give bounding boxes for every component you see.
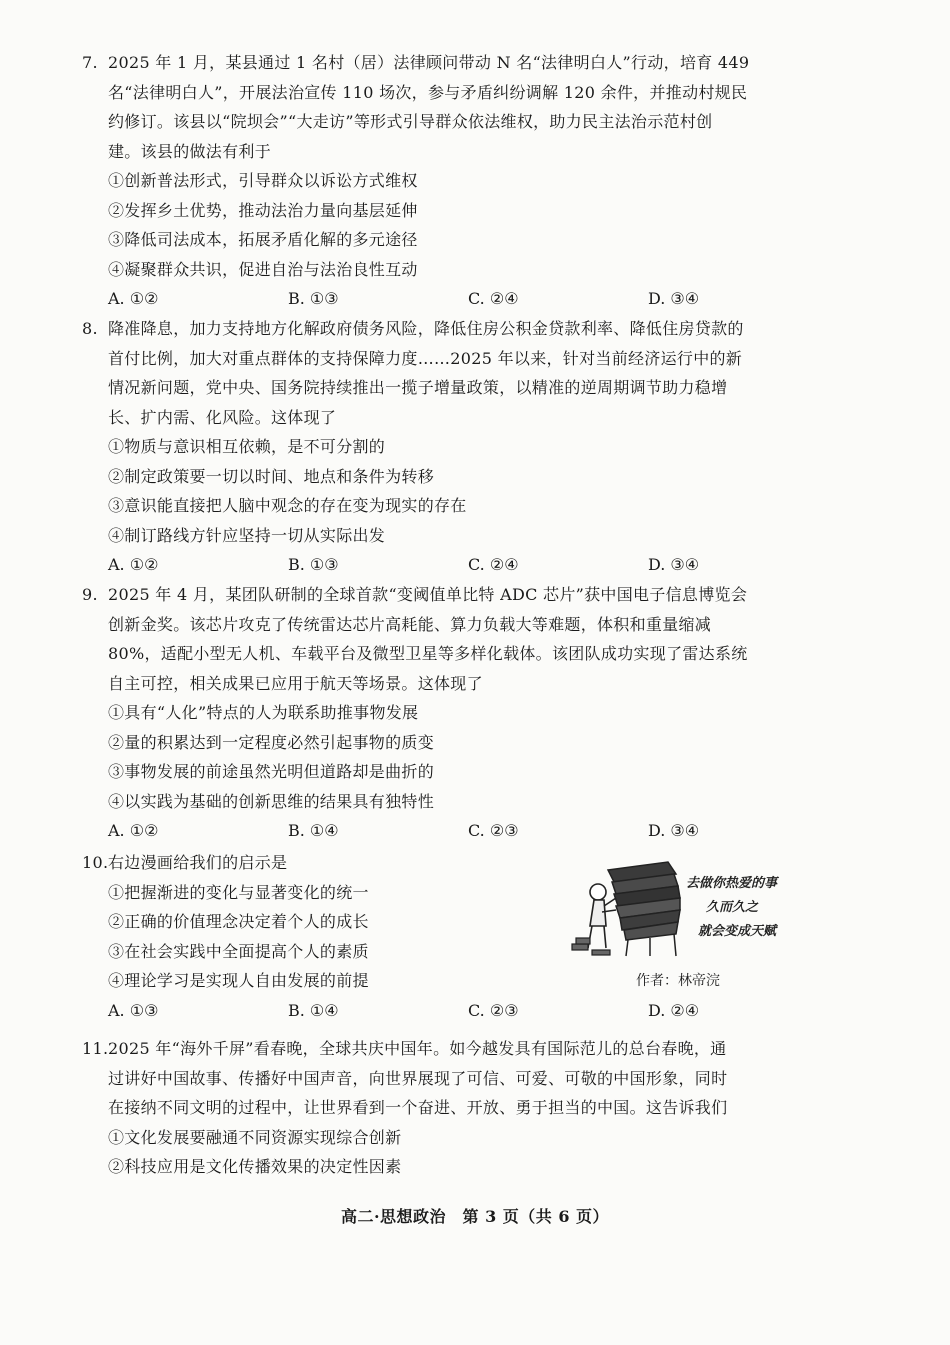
choice-c: C. ②③ (468, 1000, 519, 1020)
statement-option: ③事物发展的前途虽然光明但道路却是曲折的 (108, 762, 435, 781)
answer-choices (82, 284, 822, 314)
choice-d: D. ③④ (648, 821, 700, 840)
choice-a: A. ①② (108, 821, 159, 840)
cartoon-caption-line: 去做你热爱的事 (686, 876, 778, 891)
cartoon-caption-line: 久而久之 (706, 900, 759, 915)
question-number: 9. (82, 585, 98, 604)
question-11 (82, 1034, 822, 1182)
question-number: 8. (82, 319, 98, 338)
cartoon-illustration (568, 852, 828, 1002)
choice-c: C. ②③ (468, 821, 519, 840)
question-8 (82, 314, 822, 580)
question-number: 11. (82, 1039, 109, 1058)
choice-c: C. ②④ (468, 555, 519, 574)
question-stem-line: 在接纳不同文明的过程中，让世界看到一个奋进、开放、勇于担当的中国。这告诉我们 (108, 1098, 728, 1117)
choice-b: B. ①③ (288, 555, 339, 574)
question-stem-line: 自主可控，相关成果已应用于航天等场景。这体现了 (108, 673, 483, 693)
statement-option: ①物质与意识相互依赖，是不可分割的 (108, 437, 386, 456)
choice-a: A. ①② (108, 555, 159, 574)
page-footer: 高二·思想政治 第 3 页（共 6 页） (340, 1207, 610, 1226)
statement-option: ①创新普法形式，引导群众以诉讼方式维权 (108, 171, 418, 190)
cartoon-author: 作者：林帝浣 (636, 973, 720, 989)
question-stem-line: 11.2025 年“海外千屏”看春晚，全球共庆中国年。如今越发具有国际范儿的总台春晚，通 (82, 1034, 822, 1064)
statement-option: ③降低司法成本，拓展矛盾化解的多元途径 (108, 230, 418, 249)
choice-a: A. ①② (108, 289, 159, 308)
statement-option: ②制定政策要一切以时间、地点和条件为转移 (108, 466, 435, 486)
question-stem-line: 8. 降准降息，加力支持地方化解政府债务风险，降低住房公积金贷款利率、降低住房贷款的 (82, 314, 822, 344)
choice-b: B. ①④ (288, 1000, 339, 1020)
statement-option: ④以实践为基础的创新思维的结果具有独特性 (108, 791, 435, 811)
question-stem-line: 情况新问题，党中央、国务院持续推出一揽子增量政策，以精准的逆周期调节助力稳增 (108, 378, 728, 397)
statement-option: ②发挥乡土优势，推动法治力量向基层延伸 (108, 200, 418, 220)
question-stem-line: 10.右边漫画给我们的启示是 (82, 848, 822, 878)
question-9 (82, 580, 822, 846)
statement-option: ①把握渐进的变化与显著变化的统一 (108, 882, 369, 902)
choice-b: B. ①③ (288, 289, 339, 308)
statement-option: ①具有“人化”特点的人为联系助推事物发展 (108, 703, 419, 722)
statement-option: ④凝聚群众共识，促进自治与法治良性互动 (108, 259, 418, 279)
cartoon-caption-line: 就会变成天赋 (698, 924, 777, 939)
question-7 (82, 48, 822, 314)
choice-d: D. ②④ (648, 1000, 700, 1020)
answer-choices (82, 550, 822, 580)
statement-option: ④制订路线方针应坚持一切从实际出发 (108, 525, 386, 545)
statement-option: ③意识能直接把人脑中观念的存在变为现实的存在 (108, 496, 467, 515)
choice-c: C. ②④ (468, 289, 519, 308)
statement-option: ②量的积累达到一定程度必然引起事物的质变 (108, 732, 435, 752)
question-number: 10. (82, 853, 109, 872)
question-stem-line: 过讲好中国故事、传播好中国声音，向世界展现了可信、可爱、可敬的中国形象，同时 (108, 1068, 728, 1088)
question-number: 7. (82, 53, 98, 72)
statement-option: ④理论学习是实现人自由发展的前提 (108, 971, 369, 990)
statement-option: ③在社会实践中全面提高个人的素质 (108, 941, 369, 961)
question-stem-line: 名“法律明白人”，开展法治宣传 110 场次，参与矛盾纠纷调解 120 余件，并推动村规民 (108, 82, 748, 102)
question-stem-line: 创新金奖。该芯片攻克了传统雷达芯片高耗能、算力负载大等难题，体积和重量缩减 (108, 614, 712, 634)
statement-option: ②科技应用是文化传播效果的决定性因素 (108, 1157, 402, 1176)
choice-b: B. ①④ (288, 821, 339, 840)
question-stem-line: 建。该县的做法有利于 (108, 141, 272, 161)
question-stem-line: 长、扩内需、化风险。这体现了 (108, 407, 337, 427)
question-stem-line: 约修订。该县以“院坝会”“大走访”等形式引导群众依法维权，助力民主法治示范村创 (108, 112, 713, 131)
cartoon-drawing (568, 852, 688, 962)
statement-option: ①文化发展要融通不同资源实现综合创新 (108, 1127, 402, 1147)
question-stem-line: 首付比例，加大对重点群体的支持保障力度……2025 年以来，针对当前经济运行中的新 (108, 348, 743, 368)
statement-option: ②正确的价值理念决定着个人的成长 (108, 912, 369, 931)
question-stem-line: 80%，适配小型无人机、车载平台及微型卫星等多样化载体。该团队成功实现了雷达系统 (108, 644, 748, 663)
choice-a: A. ①③ (108, 1000, 159, 1020)
choice-d: D. ③④ (648, 555, 700, 574)
question-stem-line: 7. 2025 年 1 月，某县通过 1 名村（居）法律顾问带动 N 名“法律明白人”行动，培育 449 (82, 48, 822, 78)
choice-d: D. ③④ (648, 289, 700, 308)
question-stem-line: 9. 2025 年 4 月，某团队研制的全球首款“变阈值单比特 ADC 芯片”获中国电子信息博览会 (82, 580, 822, 610)
answer-choices (82, 816, 822, 846)
